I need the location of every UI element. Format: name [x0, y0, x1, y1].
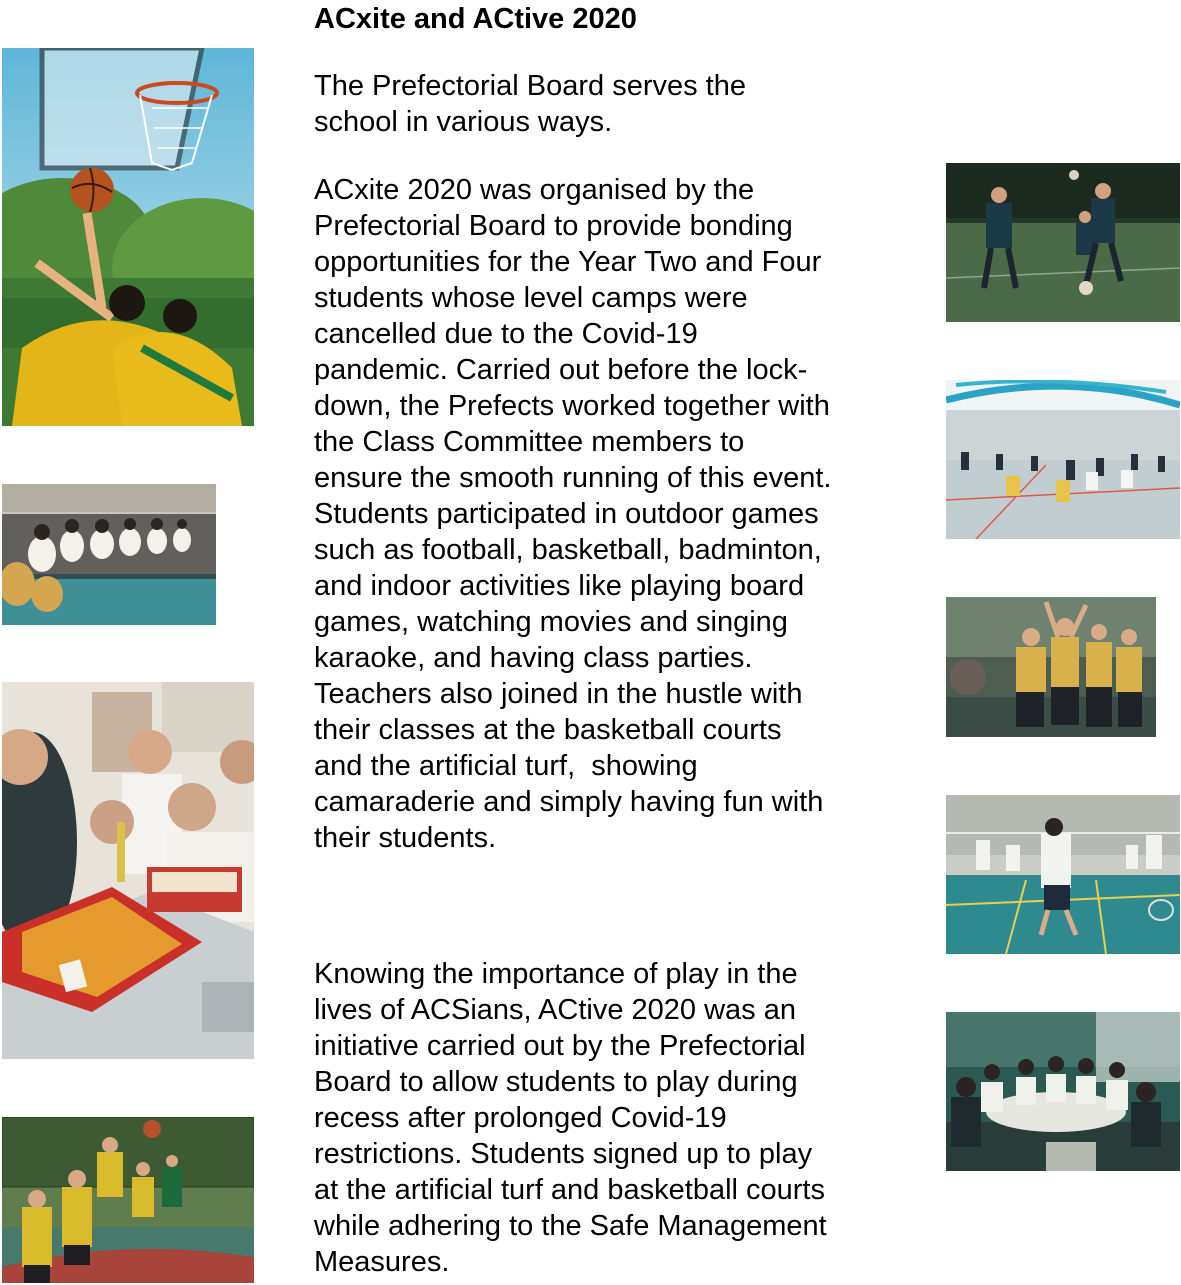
text-line: ensure the smooth running of this event. — [314, 462, 832, 494]
text-line: ACxite 2020 was organised by the — [314, 174, 755, 206]
text-line: karaoke, and having class parties. — [314, 642, 753, 674]
outdoor-basketball-photo — [2, 1117, 254, 1283]
text-line: at the artificial turf and basketball courts — [314, 1174, 825, 1206]
seated-students-photo — [2, 484, 216, 625]
text-line: while adhering to the Safe Management — [314, 1210, 827, 1242]
text-line: such as football, basketball, badminton, — [314, 534, 822, 566]
indoor-hall-games-photo — [946, 380, 1180, 539]
text-line: restrictions. Students signed up to play — [314, 1138, 813, 1170]
text-line: initiative carried out by the Prefectorial — [314, 1030, 806, 1062]
basketball-jump-photo — [946, 597, 1156, 737]
classroom-group-photo — [946, 1012, 1180, 1171]
board-game-photo — [2, 682, 254, 1059]
football-turf-photo — [946, 163, 1180, 322]
intro-paragraph — [314, 68, 914, 140]
text-line: opportunities for the Year Two and Four — [314, 246, 822, 278]
text-line: Prefectorial Board to provide bonding — [314, 210, 793, 242]
text-line: their students. — [314, 822, 497, 854]
page-title: ACxite and ACtive 2020 — [314, 3, 637, 35]
text-line: recess after prolonged Covid-19 — [314, 1102, 727, 1134]
text-line: school in various ways. — [314, 106, 613, 138]
acxite-paragraph — [314, 172, 914, 856]
text-line: The Prefectorial Board serves the — [314, 70, 746, 102]
text-line: and the artificial turf, showing — [314, 750, 698, 782]
text-line: down, the Prefects worked together with — [314, 390, 830, 422]
text-line: cancelled due to the Covid-19 — [314, 318, 698, 350]
text-line: Measures. — [314, 1246, 450, 1278]
text-line: Students participated in outdoor games — [314, 498, 819, 530]
text-line: camaraderie and simply having fun with — [314, 786, 824, 818]
text-line: their classes at the basketball courts — [314, 714, 782, 746]
text-line: lives of ACSians, ACtive 2020 was an — [314, 994, 796, 1026]
text-line: the Class Committee members to — [314, 426, 745, 458]
basketball-hoop-photo — [2, 48, 254, 426]
active-paragraph — [314, 956, 914, 1280]
text-line: Board to allow students to play during — [314, 1066, 798, 1098]
text-line: Knowing the importance of play in the — [314, 958, 798, 990]
text-line: and indoor activities like playing board — [314, 570, 805, 602]
text-line: students whose level camps were — [314, 282, 748, 314]
text-line: games, watching movies and singing — [314, 606, 788, 638]
badminton-photo — [946, 795, 1180, 954]
text-line: pandemic. Carried out before the lock- — [314, 354, 808, 386]
text-line: Teachers also joined in the hustle with — [314, 678, 803, 710]
